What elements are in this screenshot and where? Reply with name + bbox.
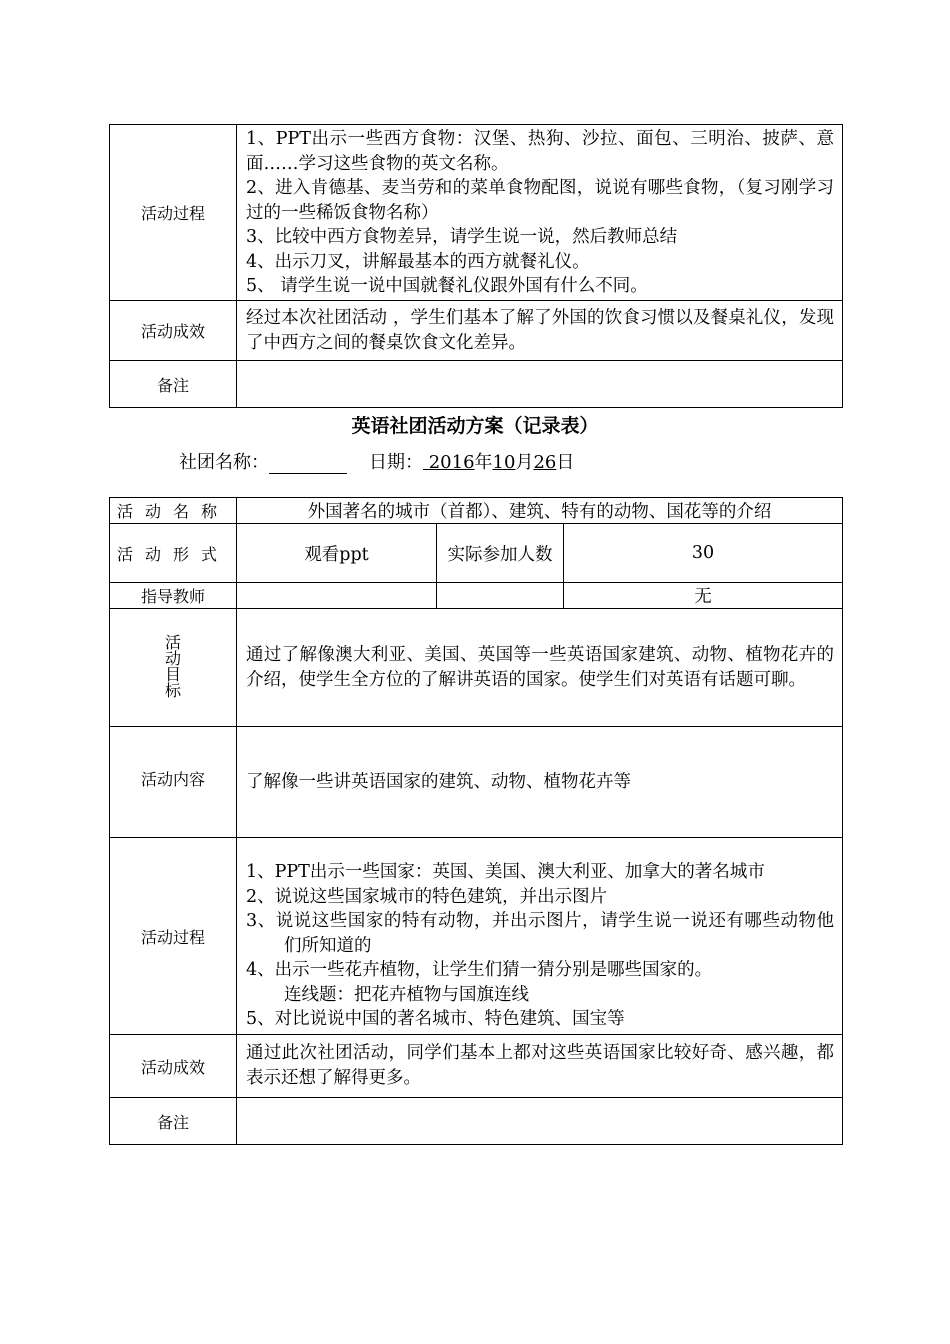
activity-form-label: 活动形式 — [110, 524, 237, 583]
date-year-unit: 年 — [474, 452, 493, 473]
date-month: 10 — [492, 452, 516, 473]
process-step-1: 1、PPT出示一些西方食物：汉堡、热狗、沙拉、面包、三明治、披萨、意面……学习这些食物的英文名称。 — [246, 129, 834, 174]
note-value — [237, 361, 843, 408]
result-text: 经过本次社团活动 ，学生们基本了解了外国的饮食习惯以及餐桌礼仪，发现了中西方之间的餐桌饮食文化差异。 — [237, 301, 843, 361]
previous-activity-table — [109, 124, 843, 408]
content-label: 活动内容 — [110, 727, 237, 838]
date-month-unit: 月 — [515, 452, 534, 473]
process-step-2: 2、进入肯德基、麦当劳和的菜单食物配图，说说有哪些食物，（复习刚学习过的一些稀饭食物名称） — [246, 178, 834, 223]
note-value-2 — [237, 1098, 843, 1145]
process-step-3: 3、比较中西方食物差异，请学生说一说，然后教师总结 — [246, 227, 678, 247]
teacher-label: 指导教师 — [110, 583, 237, 609]
activity-record-table — [109, 497, 843, 1145]
result-label-2: 活动成效 — [110, 1035, 237, 1098]
result-text-2: 通过此次社团活动，同学们基本上都对这些英语国家比较好奇、感兴趣，都表示还想了解得更多。 — [237, 1035, 843, 1098]
date-day: 26 — [533, 452, 557, 473]
page-title: 英语社团活动方案（记录表） — [351, 415, 599, 437]
result-label: 活动成效 — [110, 301, 237, 361]
teacher-value: 无 — [564, 583, 843, 609]
process2-step-1: 1、PPT出示一些国家：英国、美国、澳大利亚、加拿大的著名城市 — [246, 862, 765, 882]
note-label: 备注 — [110, 361, 237, 408]
participant-count-label: 实际参加人数 — [437, 524, 564, 583]
date-day-unit: 日 — [556, 452, 575, 473]
date-year: 2016 — [428, 452, 475, 473]
activity-name-value: 外国著名的城市（首都）、建筑、特有的动物、国花等的介绍 — [237, 498, 843, 524]
goal-text: 通过了解像澳大利亚、美国、英国等一些英语国家建筑、动物、植物花卉的介绍，使学生全方位的了解讲英语的国家。使学生们对英语有话题可聊。 — [237, 609, 843, 727]
teacher-extra-empty — [437, 583, 564, 609]
process-label-2: 活动过程 — [110, 838, 237, 1035]
club-name-blank — [269, 453, 347, 474]
process-step-4: 4、出示刀叉，讲解最基本的西方就餐礼仪。 — [246, 251, 590, 272]
date-label: 日期： — [369, 452, 423, 473]
process-content — [237, 125, 843, 301]
activity-name-label: 活动名称 — [110, 498, 237, 524]
content-text: 了解像一些讲英语国家的建筑、动物、植物花卉等 — [237, 727, 843, 838]
activity-form-value: 观看ppt — [237, 524, 437, 583]
process2-step-3: 3、说说这些国家的特有动物，并出示图片，请学生说一说还有哪些动物他们所知道的 — [246, 911, 835, 956]
note-label-2: 备注 — [110, 1098, 237, 1145]
goal-label: 活动目标 — [110, 609, 237, 727]
process2-step-4: 4、出示一些花卉植物，让学生们猜一猜分别是哪些国家的。 — [246, 960, 713, 980]
process-step-5: 5、 请学生说一说中国就餐礼仪跟外国有什么不同。 — [246, 276, 648, 296]
process-label: 活动过程 — [110, 125, 237, 301]
process-content-2 — [237, 838, 843, 1035]
participant-count-value: 30 — [564, 524, 843, 583]
process2-step-2: 2、说说这些国家城市的特色建筑，并出示图片 — [246, 886, 608, 907]
record-meta — [179, 448, 574, 474]
process2-step-5: 5、对比说说中国的著名城市、特色建筑、国宝等 — [246, 1009, 625, 1029]
club-name-label: 社团名称： — [179, 452, 269, 473]
process2-step-4-sub: 连线题：把花卉植物与国旗连线 — [284, 984, 529, 1005]
teacher-value-empty — [237, 583, 437, 609]
